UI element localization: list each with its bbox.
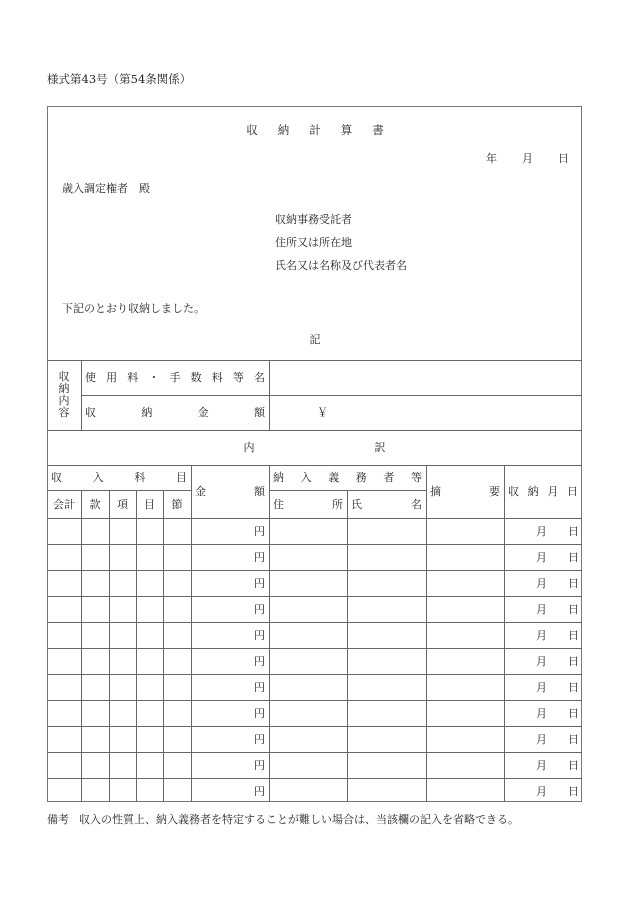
cell-month[interactable]: 月 — [536, 602, 547, 616]
cell-amount[interactable]: 円 — [254, 628, 265, 642]
cell-kaikei[interactable] — [47, 648, 81, 674]
label-char: 住 — [273, 497, 284, 511]
cell-address[interactable] — [269, 570, 347, 596]
amount-field[interactable] — [269, 395, 582, 430]
header-amount — [191, 465, 269, 518]
cell-amount[interactable]: 円 — [254, 732, 265, 746]
cell-setsu[interactable] — [163, 648, 191, 674]
label-char: 科 — [134, 471, 146, 484]
cell-kan[interactable] — [81, 778, 109, 804]
cell-month[interactable]: 月 — [536, 732, 547, 746]
cell-summary[interactable] — [426, 700, 504, 726]
label-char: 務 — [355, 471, 367, 484]
cell-kan[interactable] — [81, 726, 109, 752]
fee-name-label — [81, 360, 269, 395]
addressee: 歳入調定権者 殿 — [62, 182, 150, 195]
cell-moku[interactable] — [136, 570, 163, 596]
cell-kan[interactable] — [81, 674, 109, 700]
cell-address[interactable] — [269, 778, 347, 804]
cell-moku[interactable] — [136, 674, 163, 700]
cell-summary[interactable] — [426, 726, 504, 752]
cell-month[interactable]: 月 — [536, 706, 547, 720]
label-char: 目 — [175, 471, 187, 484]
note-label: 備考 — [47, 813, 69, 826]
header-payer — [269, 465, 426, 490]
cell-address[interactable] — [269, 596, 347, 622]
cell-kou[interactable] — [109, 726, 136, 752]
label-char: 義 — [328, 471, 340, 484]
cell-moku[interactable] — [136, 596, 163, 622]
cell-moku[interactable] — [136, 518, 163, 544]
cell-month[interactable]: 月 — [536, 576, 547, 590]
cell-kou[interactable] — [109, 544, 136, 570]
row-divider — [47, 778, 582, 779]
cell-kaikei[interactable] — [47, 518, 81, 544]
cell-summary[interactable] — [426, 752, 504, 778]
label-char: 日 — [566, 485, 578, 498]
date-year: 年 — [486, 152, 497, 165]
cell-kan[interactable] — [81, 622, 109, 648]
cell-kan[interactable] — [81, 648, 109, 674]
cell-kan[interactable] — [81, 518, 109, 544]
cell-amount[interactable]: 円 — [254, 758, 265, 772]
cell-kou[interactable] — [109, 752, 136, 778]
label-char: 納 — [141, 406, 153, 419]
cell-amount[interactable]: 円 — [254, 706, 265, 720]
breakdown-title — [47, 430, 582, 465]
trustee-label: 収納事務受託者 — [275, 213, 352, 226]
cell-setsu[interactable] — [163, 726, 191, 752]
label-char: 手 — [169, 371, 181, 384]
cell-day[interactable]: 日 — [568, 576, 579, 590]
cell-name[interactable] — [347, 570, 426, 596]
label-char: 料 — [211, 371, 223, 384]
cell-kaikei[interactable] — [47, 544, 81, 570]
cell-name[interactable] — [347, 674, 426, 700]
row-divider — [47, 674, 582, 675]
cell-setsu[interactable] — [163, 596, 191, 622]
label-char: 用 — [106, 371, 118, 384]
title-char: 算 — [340, 123, 353, 137]
cell-address[interactable] — [269, 648, 347, 674]
cell-moku[interactable] — [136, 622, 163, 648]
cell-name[interactable] — [347, 596, 426, 622]
row-divider — [47, 596, 582, 597]
cell-summary[interactable] — [426, 674, 504, 700]
cell-setsu[interactable] — [163, 622, 191, 648]
cell-summary[interactable] — [426, 570, 504, 596]
cell-kan[interactable] — [81, 544, 109, 570]
label-char: 収 — [508, 485, 519, 498]
label-char: 氏 — [351, 497, 362, 511]
cell-kaikei[interactable] — [47, 700, 81, 726]
header-setsu: 節 — [171, 497, 183, 511]
trustee-address: 住所又は所在地 — [275, 236, 352, 249]
cell-day[interactable]: 日 — [568, 550, 579, 564]
cell-name[interactable] — [347, 622, 426, 648]
cell-kou[interactable] — [109, 622, 136, 648]
yen-sign: ￥ — [317, 406, 328, 419]
cell-kaikei[interactable] — [47, 622, 81, 648]
row-divider — [47, 544, 582, 545]
row-divider — [47, 570, 582, 571]
label-char: ・ — [148, 371, 160, 384]
cell-month[interactable]: 月 — [536, 628, 547, 642]
cell-kou[interactable] — [109, 700, 136, 726]
label-char: 入 — [300, 471, 312, 484]
amount-label — [81, 395, 269, 430]
cell-setsu[interactable] — [163, 700, 191, 726]
cell-kou[interactable] — [109, 596, 136, 622]
cell-kaikei[interactable] — [47, 570, 81, 596]
cell-name[interactable] — [347, 700, 426, 726]
title-char: 書 — [372, 123, 384, 137]
cell-summary[interactable] — [426, 778, 504, 804]
label-char: 者 — [383, 471, 395, 484]
label-char: 名 — [411, 497, 422, 511]
cell-address[interactable] — [269, 544, 347, 570]
ki-label: 記 — [309, 333, 321, 346]
cell-summary[interactable] — [426, 622, 504, 648]
header-income-item — [47, 465, 191, 490]
cell-day[interactable]: 日 — [568, 732, 579, 746]
cell-day[interactable]: 日 — [568, 680, 579, 694]
cell-kaikei[interactable] — [47, 596, 81, 622]
cell-kan[interactable] — [81, 700, 109, 726]
label-char: 金 — [195, 485, 206, 498]
note-text: 収入の性質上、納入義務者を特定することが難しい場合は、当該欄の記入を省略できる。 — [79, 813, 519, 826]
title-char: 内 — [243, 441, 255, 454]
cell-amount[interactable]: 円 — [254, 602, 265, 616]
cell-month[interactable]: 月 — [536, 524, 547, 538]
cell-kaikei[interactable] — [47, 778, 81, 804]
cell-moku[interactable] — [136, 752, 163, 778]
cell-month[interactable]: 月 — [536, 758, 547, 772]
label-char: 収 — [51, 471, 62, 484]
statement: 下記のとおり収納しました。 — [62, 302, 205, 315]
label-char: 金 — [197, 406, 209, 419]
label-char: 等 — [232, 371, 244, 384]
label-char: 額 — [254, 485, 265, 498]
content-section-label: 収納内容 — [58, 370, 70, 419]
label-char: 摘 — [430, 485, 441, 498]
note — [47, 814, 519, 825]
cell-name[interactable] — [347, 544, 426, 570]
cell-day[interactable]: 日 — [568, 758, 579, 772]
row-divider — [47, 752, 582, 753]
cell-address[interactable] — [269, 622, 347, 648]
label-char: 収 — [85, 406, 96, 419]
cell-summary[interactable] — [426, 518, 504, 544]
cell-setsu[interactable] — [163, 778, 191, 804]
header-moku: 目 — [144, 497, 155, 511]
cell-amount[interactable]: 円 — [254, 550, 265, 564]
row-divider — [47, 726, 582, 727]
document-title — [0, 125, 630, 137]
cell-kan[interactable] — [81, 570, 109, 596]
trustee-name: 氏名又は名称及び代表者名 — [275, 259, 407, 272]
form-number: 様式第43号（第54条関係） — [47, 72, 192, 86]
cell-address[interactable] — [269, 518, 347, 544]
cell-month[interactable]: 月 — [536, 550, 547, 564]
header-kou: 項 — [117, 497, 128, 511]
cell-address[interactable] — [269, 700, 347, 726]
cell-kaikei[interactable] — [47, 674, 81, 700]
row-divider — [47, 648, 582, 649]
cell-kan[interactable] — [81, 752, 109, 778]
cell-setsu[interactable] — [163, 544, 191, 570]
cell-setsu[interactable] — [163, 752, 191, 778]
cell-amount[interactable]: 円 — [254, 524, 265, 538]
cell-month[interactable]: 月 — [536, 680, 547, 694]
cell-amount[interactable]: 円 — [254, 654, 265, 668]
cell-name[interactable] — [347, 752, 426, 778]
cell-day[interactable]: 日 — [568, 602, 579, 616]
cell-day[interactable]: 日 — [568, 628, 579, 642]
header-kaikei: 会計 — [53, 497, 75, 511]
cell-amount[interactable]: 円 — [254, 576, 265, 590]
cell-kan[interactable] — [81, 596, 109, 622]
label-char: 所 — [332, 497, 343, 511]
cell-name[interactable] — [347, 518, 426, 544]
label-char: 額 — [253, 406, 265, 419]
date-day: 日 — [558, 152, 569, 165]
label-char: 使 — [85, 371, 96, 384]
header-receipt-date — [504, 465, 582, 518]
label-char: 数 — [190, 371, 202, 384]
cell-moku[interactable] — [136, 726, 163, 752]
cell-setsu[interactable] — [163, 674, 191, 700]
cell-summary[interactable] — [426, 596, 504, 622]
cell-amount[interactable]: 円 — [254, 680, 265, 694]
cell-address[interactable] — [269, 674, 347, 700]
cell-name[interactable] — [347, 778, 426, 804]
title-char: 納 — [277, 123, 290, 137]
cell-moku[interactable] — [136, 778, 163, 804]
cell-kaikei[interactable] — [47, 726, 81, 752]
cell-moku[interactable] — [136, 700, 163, 726]
label-char: 月 — [547, 485, 559, 498]
label-char: 料 — [127, 371, 139, 384]
cell-setsu[interactable] — [163, 570, 191, 596]
cell-address[interactable] — [269, 726, 347, 752]
cell-address[interactable] — [269, 752, 347, 778]
header-kan: 款 — [89, 497, 101, 511]
date-month: 月 — [522, 152, 533, 165]
cell-moku[interactable] — [136, 544, 163, 570]
fee-name-field[interactable] — [269, 360, 582, 395]
cell-day[interactable]: 日 — [568, 654, 579, 668]
cell-day[interactable]: 日 — [568, 706, 579, 720]
title-char: 収 — [246, 123, 258, 137]
cell-kou[interactable] — [109, 648, 136, 674]
cell-amount[interactable]: 円 — [254, 784, 265, 798]
label-char: 要 — [489, 485, 500, 498]
title-char: 計 — [309, 123, 321, 137]
label-char: 名 — [254, 371, 265, 384]
cell-kou[interactable] — [109, 778, 136, 804]
label-char: 納 — [527, 485, 539, 498]
cell-kou[interactable] — [109, 518, 136, 544]
row-divider — [47, 622, 582, 623]
header-name — [347, 490, 426, 518]
cell-month[interactable]: 月 — [536, 784, 547, 798]
cell-setsu[interactable] — [163, 518, 191, 544]
cell-kou[interactable] — [109, 674, 136, 700]
label-char: 等 — [410, 471, 422, 484]
cell-summary[interactable] — [426, 544, 504, 570]
cell-day[interactable]: 日 — [568, 524, 579, 538]
cell-moku[interactable] — [136, 648, 163, 674]
cell-summary[interactable] — [426, 648, 504, 674]
cell-kaikei[interactable] — [47, 752, 81, 778]
title-char: 訳 — [374, 441, 386, 454]
cell-name[interactable] — [347, 726, 426, 752]
cell-month[interactable]: 月 — [536, 654, 547, 668]
label-char: 入 — [92, 471, 104, 484]
header-address — [269, 490, 347, 518]
cell-name[interactable] — [347, 648, 426, 674]
row-divider — [47, 700, 582, 701]
header-summary — [426, 465, 504, 518]
label-char: 納 — [273, 471, 284, 484]
cell-kou[interactable] — [109, 570, 136, 596]
cell-day[interactable]: 日 — [568, 784, 579, 798]
